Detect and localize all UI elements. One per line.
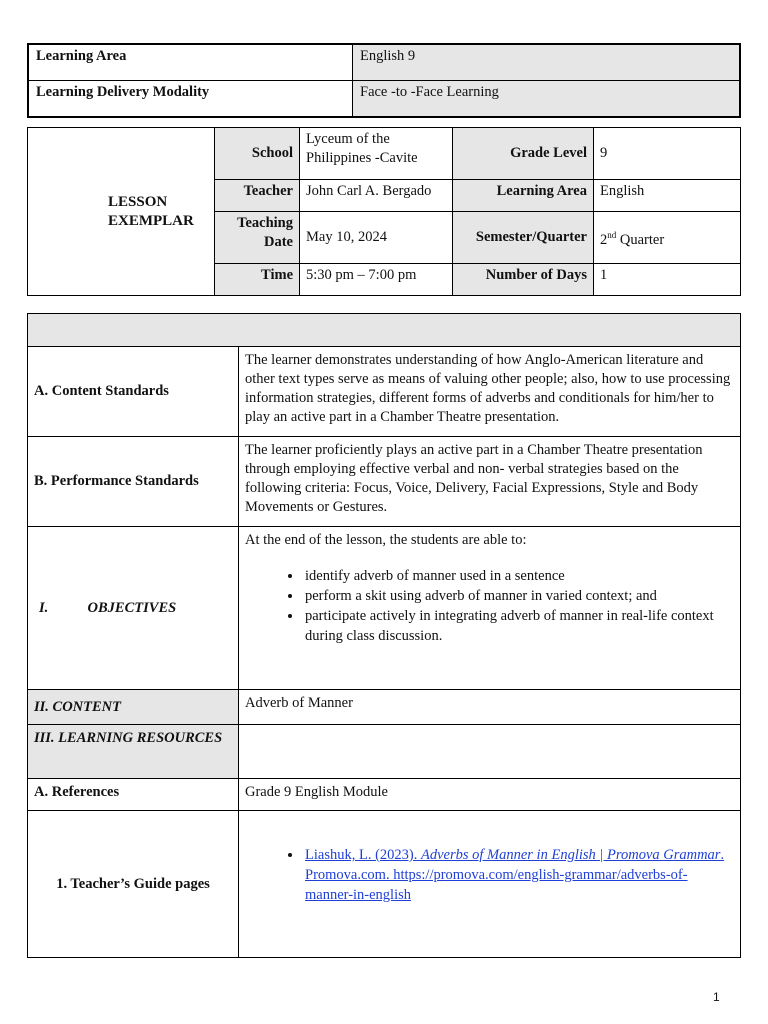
page-number: 1 xyxy=(713,990,720,1004)
days-label: Number of Days xyxy=(453,264,594,296)
content-standards-text: The learner demonstrates understanding of how Anglo-American literature and other text types serve as means of valuing other people; also, how to use processing information strategies, different forms of adverbs and conditionals for him/her to play an active part in a Chamber Theatre presentation. xyxy=(239,347,741,437)
school-value xyxy=(300,128,453,180)
semester-number: 2 xyxy=(600,231,608,248)
time-value: 5:30 pm – 7:00 pm xyxy=(300,264,453,296)
teaching-date-label xyxy=(215,212,300,264)
teachers-guide-label: 1. Teacher’s Guide pages xyxy=(28,811,239,958)
reference-link[interactable] xyxy=(305,847,724,903)
objective-item: • identify adverb of manner used in a sentence xyxy=(303,566,734,586)
time-label: Time xyxy=(215,264,300,296)
learning-resources-value xyxy=(239,725,741,779)
semester-value xyxy=(594,212,741,264)
teacher-label: Teacher xyxy=(215,180,300,212)
teachers-guide-reference xyxy=(303,845,734,905)
learning-area-value: English 9 xyxy=(353,44,741,81)
objectives-heading xyxy=(28,527,239,690)
lesson-main-table xyxy=(27,313,741,958)
teachers-guide-list xyxy=(245,845,734,905)
area-label: Learning Area xyxy=(453,180,594,212)
content-label: II. CONTENT xyxy=(28,690,239,725)
school-value-line1: Lyceum of the xyxy=(306,131,390,147)
lesson-title-line2: EXEMPLAR xyxy=(108,212,194,229)
objectives-intro: At the end of the lesson, the students are able to: xyxy=(245,532,527,548)
teachers-guide-cell xyxy=(239,811,741,958)
references-value: Grade 9 English Module xyxy=(239,779,741,811)
date-label-line1: Teaching xyxy=(237,215,293,231)
grade-level-label: Grade Level xyxy=(453,128,594,180)
objectives-cell xyxy=(239,527,741,690)
date-label-line2: Date xyxy=(264,234,293,250)
area-value: English xyxy=(594,180,741,212)
semester-rest: Quarter xyxy=(616,231,665,248)
school-label: School xyxy=(215,128,300,180)
content-value: Adverb of Manner xyxy=(239,690,741,725)
teaching-date-value: May 10, 2024 xyxy=(300,212,453,264)
learning-area-label: Learning Area xyxy=(28,44,353,81)
lesson-exemplar-table xyxy=(27,127,741,296)
section-header-blank xyxy=(28,314,741,347)
objectives-list xyxy=(245,566,734,646)
learning-resources-label: III. LEARNING RESOURCES xyxy=(28,725,239,779)
objectives-label: OBJECTIVES xyxy=(87,599,177,616)
objective-item: • perform a skit using adverb of manner in varied context; and xyxy=(303,586,734,606)
objectives-number: I. xyxy=(39,599,49,616)
lesson-title-line1: LESSON xyxy=(108,193,168,210)
objective-item: • participate actively in integrating adverb of manner in real-life context during class discussion. xyxy=(303,606,734,646)
semester-suffix: nd xyxy=(607,229,617,240)
lesson-exemplar-title xyxy=(28,128,215,296)
content-standards-label: A. Content Standards xyxy=(28,347,239,437)
learning-area-table xyxy=(27,43,741,118)
delivery-modality-label: Learning Delivery Modality xyxy=(28,81,353,118)
reference-rest: . Promova.com. https://promova.com/english-grammar/adverbs-of-manner-in-english xyxy=(305,847,725,903)
semester-label: Semester/Quarter xyxy=(453,212,594,264)
reference-author: Liashuk, L. (2023). xyxy=(305,847,421,863)
reference-title: Adverbs of Manner in English | Promova Grammar xyxy=(420,847,721,863)
school-value-line2: Philippines -Cavite xyxy=(306,150,418,166)
delivery-modality-value: Face -to -Face Learning xyxy=(353,81,741,118)
performance-standards-label: B. Performance Standards xyxy=(28,437,239,527)
references-label: A. References xyxy=(28,779,239,811)
days-value: 1 xyxy=(594,264,741,296)
performance-standards-text: The learner proficiently plays an active part in a Chamber Theatre presentation through employing effective verbal and non- verbal strategies based on the following criteria: Focus, Voice, Delivery, Facial Expressions, Style and Body Movements or Gestures. xyxy=(239,437,741,527)
grade-level-value: 9 xyxy=(594,128,741,180)
teacher-value: John Carl A. Bergado xyxy=(300,180,453,212)
